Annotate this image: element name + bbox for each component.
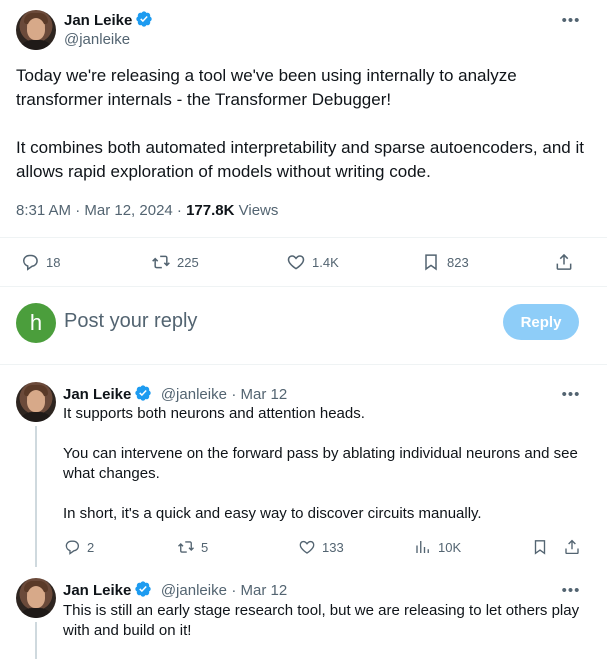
- reply-date[interactable]: · Mar 12: [231, 386, 288, 403]
- retweet-count: 225: [177, 254, 199, 270]
- retweet-icon: [151, 252, 171, 272]
- bookmark-icon: [531, 538, 549, 556]
- reply-count: 18: [46, 254, 61, 270]
- heart-icon: [298, 538, 316, 556]
- share-icon: [554, 252, 574, 272]
- reply-header: [63, 384, 287, 404]
- bookmark-action[interactable]: [531, 538, 549, 556]
- reply-author-avatar[interactable]: [16, 382, 56, 422]
- reply-author-handle[interactable]: @janleike: [160, 386, 227, 403]
- reply-author-avatar[interactable]: [16, 578, 56, 618]
- tweet-meta: [16, 202, 278, 219]
- retweet-action[interactable]: [177, 538, 208, 556]
- verified-badge-icon: [135, 10, 153, 28]
- more-options-icon[interactable]: •••: [561, 582, 581, 599]
- share-action[interactable]: [554, 252, 574, 272]
- divider: [0, 364, 607, 365]
- like-count: 1.4K: [312, 254, 339, 270]
- divider: [0, 286, 607, 287]
- divider: [0, 237, 607, 238]
- views-count: 10K: [438, 539, 462, 555]
- reply-author-handle[interactable]: @janleike: [160, 582, 227, 599]
- bookmark-count: 823: [447, 254, 469, 270]
- reply-action[interactable]: [63, 538, 94, 556]
- author-avatar[interactable]: [16, 10, 56, 50]
- current-user-avatar[interactable]: h: [16, 303, 56, 343]
- thread-line: [35, 426, 37, 567]
- views-action[interactable]: [414, 538, 461, 556]
- more-options-icon[interactable]: •••: [561, 386, 581, 403]
- bookmark-icon: [421, 252, 441, 272]
- author-handle[interactable]: @janleike: [64, 31, 131, 48]
- like-action[interactable]: [286, 252, 339, 272]
- reply-author-name[interactable]: Jan Leike: [63, 386, 132, 403]
- verified-badge-icon: [134, 580, 152, 598]
- verified-badge-icon: [134, 384, 152, 402]
- tweet-text: Today we're releasing a tool we've been using internally to analyze transformer internals - the Transformer Debugger! It combines both automated interpretability and sparse autoencoders, and it allows rapid exploration of models without writing code.: [16, 66, 584, 181]
- like-action[interactable]: [298, 538, 344, 556]
- reply-icon: [63, 538, 81, 556]
- views-label: Views: [238, 202, 279, 219]
- author-name[interactable]: Jan Leike: [64, 12, 133, 29]
- reply-button[interactable]: Reply: [503, 304, 579, 340]
- share-action[interactable]: [563, 538, 581, 556]
- retweet-icon: [177, 538, 195, 556]
- bookmark-action[interactable]: [421, 252, 469, 272]
- reply-text: This is still an early stage research tool, but we are releasing to let others play with and build on it!: [63, 602, 584, 639]
- thread-line: [35, 622, 37, 659]
- retweet-action[interactable]: [151, 252, 199, 272]
- tweet-timestamp[interactable]: 8:31 AM · Mar 12, 2024 ·: [16, 202, 182, 219]
- reply-icon: [20, 252, 40, 272]
- reply-input[interactable]: Post your reply: [64, 310, 198, 332]
- reply-count: 2: [87, 539, 95, 555]
- reply-action[interactable]: [20, 252, 60, 272]
- reply-header: [63, 580, 287, 600]
- reply-date[interactable]: · Mar 12: [231, 582, 288, 599]
- heart-icon: [286, 252, 306, 272]
- share-icon: [563, 538, 581, 556]
- more-options-icon[interactable]: •••: [561, 12, 581, 29]
- analytics-icon: [414, 538, 432, 556]
- author-name-row[interactable]: [64, 10, 153, 30]
- retweet-count: 5: [201, 539, 209, 555]
- reply-text: It supports both neurons and attention heads. You can intervene on the forward pass by ablating individual neurons and see what changes. In short, it's a quick and easy way to discover circuits manually.: [63, 405, 578, 522]
- like-count: 133: [322, 539, 344, 555]
- reply-author-name[interactable]: Jan Leike: [63, 582, 132, 599]
- views-count: 177.8K: [186, 202, 235, 219]
